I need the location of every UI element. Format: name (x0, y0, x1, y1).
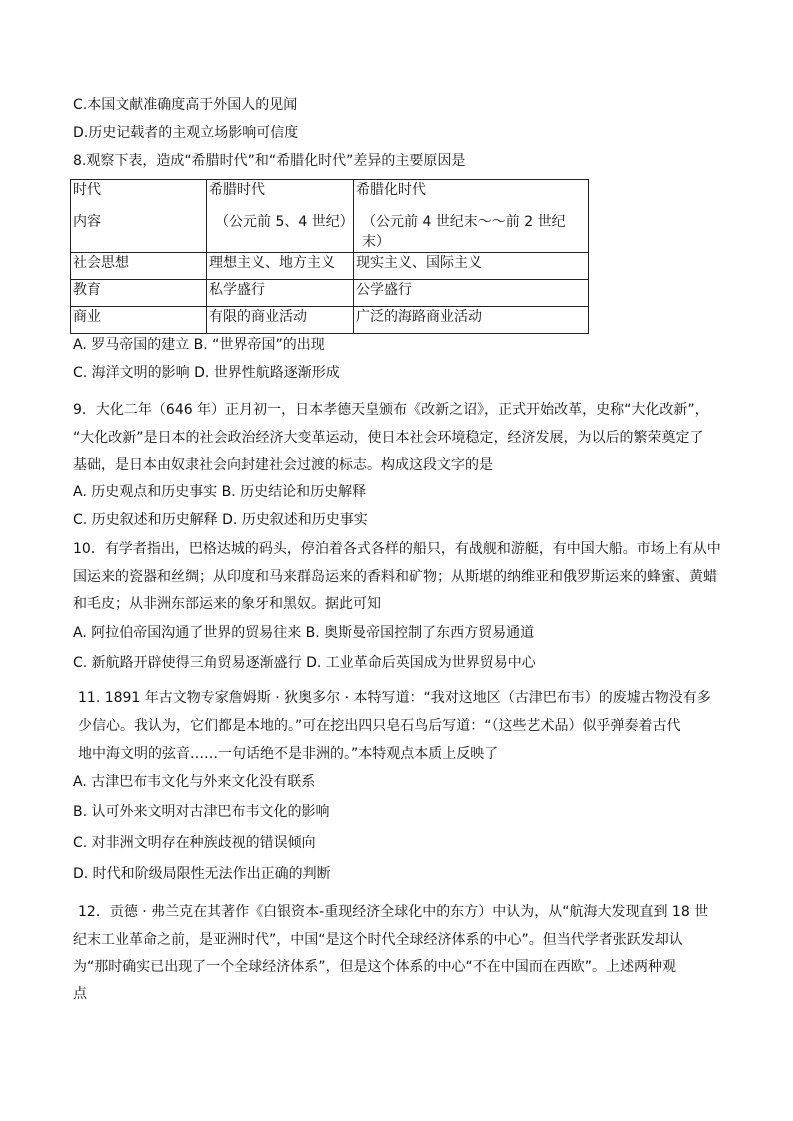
q9-stem-line: 基础，是日本由奴隶社会向封建社会过渡的标志。构成这段文字的是 (73, 457, 493, 473)
header-cell-hellenistic: 希腊化时代 （公元前 4 世纪末～～前 2 世纪末） (354, 180, 589, 253)
q10-options-cd: C. 新航路开辟使得三角贸易逐渐盛行 D. 工业革命后英国成为世界贸易中心 (73, 655, 536, 671)
q12-stem-line: 12．贡德 · 弗兰克在其著作《白银资本-重现经济全球化中的东方）中认为，从“航海大发现直到 18 世 (78, 904, 709, 920)
q11-stem-line: 11. 1891 年古文物专家詹姆斯 · 狄奥多尔 · 本特写道：“我对这地区（古津巴布韦）的废墟古物没有多 (78, 690, 711, 706)
q9-stem-line: 9．大化二年（646 年）正月初一，日本孝德天皇颁布《改新之诏》，正式开始改革，史称“大化改新”， (73, 402, 709, 418)
row-cell-greek: 有限的商业活动 (207, 307, 354, 334)
q10-stem-line: 10．有学者指出，巴格达城的码头，停泊着各式各样的船只，有战舰和游艇，有中国大船。市场上有从中 (73, 541, 721, 557)
q7-option-c: C.本国文献准确度高于外国人的见闻 (73, 97, 298, 113)
row-cell-greek: 理想主义、地方主义 (207, 253, 354, 280)
table-row (71, 307, 589, 334)
table-row (71, 280, 589, 307)
q8-options-ab: A. 罗马帝国的建立 B. “世界帝国”的出现 (73, 337, 325, 353)
q10-stem-line: 国运来的瓷器和丝绸；从印度和马来群岛运来的香料和矿物；从斯堪的纳维亚和俄罗斯运来的蜂蜜、黄蜡 (73, 569, 717, 585)
row-cell-greek: 私学盛行 (207, 280, 354, 307)
q11-option-c: C. 对非洲文明存在种族歧视的错误倾向 (73, 835, 316, 851)
comparison-table (70, 179, 589, 334)
row-label: 社会思想 (71, 253, 207, 280)
q11-stem-line: 地中海文明的弦音……一句话绝不是非洲的。”本特观点本质上反映了 (78, 746, 499, 762)
q7-option-d: D.历史记载者的主观立场影响可信度 (73, 125, 299, 141)
table-header-row (71, 180, 589, 253)
q11-option-a: A. 古津巴布韦文化与外来文化没有联系 (73, 774, 316, 790)
q11-option-b: B. 认可外来文明对古津巴布韦文化的影响 (73, 804, 330, 820)
q10-options-ab: A. 阿拉伯帝国沟通了世界的贸易往来 B. 奥斯曼帝国控制了东西方贸易通道 (73, 625, 535, 641)
q12-stem-line: 为“那时确实已出现了一个全球经济体系”，但是这个体系的中心“不在中国而在西欧”。上述两种观 (73, 959, 677, 975)
q9-options-ab: A. 历史观点和历史事实 B. 历史结论和历史解释 (73, 484, 367, 500)
row-cell-hellenistic: 广泛的海路商业活动 (354, 307, 589, 334)
q8-stem: 8.观察下表，造成“希腊时代”和“希腊化时代”差异的主要原因是 (73, 153, 466, 169)
q9-options-cd: C. 历史叙述和历史解释 D. 历史叙述和历史事实 (73, 512, 368, 528)
q10-stem-line: 和毛皮；从非洲东部运来的象牙和黑奴。据此可知 (73, 596, 381, 612)
table-row (71, 253, 589, 280)
q9-stem-line: “大化改新”是日本的社会政治经济大变革运动，使日本社会环境稳定，经济发展，为以后的繁荣奠定了 (73, 430, 704, 446)
header-cell-greek: 希腊时代 （公元前 5、4 世纪） (207, 180, 354, 253)
q11-option-d: D. 时代和阶级局限性无法作出正确的判断 (73, 866, 331, 882)
row-cell-hellenistic: 现实主义、国际主义 (354, 253, 589, 280)
q11-stem-line: 少信心。我认为，它们都是本地的。”可在挖出四只皂石鸟后写道：“（这些艺术品）似乎弹奏着古代 (78, 718, 681, 734)
row-label: 商业 (71, 307, 207, 334)
header-cell-era-content: 时代 内容 (71, 180, 207, 253)
q12-stem-line: 点 (73, 986, 87, 1002)
row-label: 教育 (71, 280, 207, 307)
q8-options-cd: C. 海洋文明的影响 D. 世界性航路逐渐形成 (73, 365, 340, 381)
q12-stem-line: 纪末工业革命之前，是亚洲时代”，中国“是这个时代全球经济体系的中心”。但当代学者张跃发却认 (73, 932, 683, 948)
row-cell-hellenistic: 公学盛行 (354, 280, 589, 307)
